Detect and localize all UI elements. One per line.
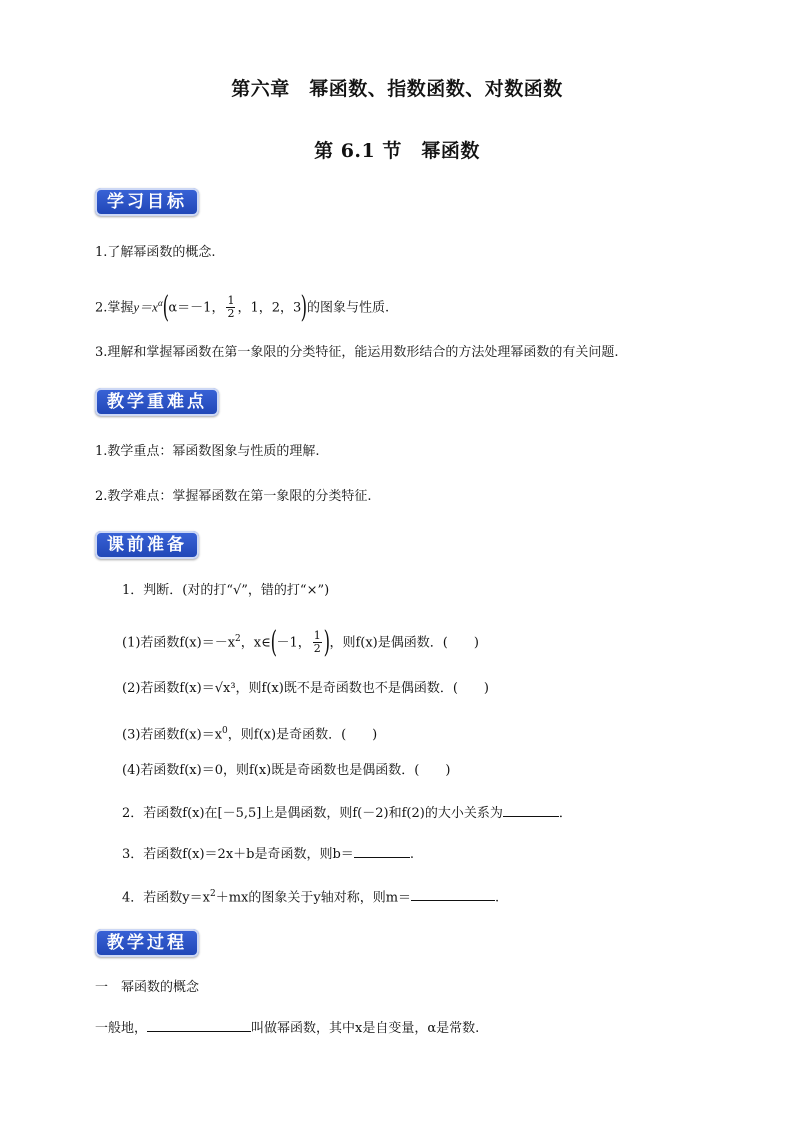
q1-1-text-d: ，则f(x)是偶函数．( ) [329, 635, 479, 651]
answer-blank[interactable] [147, 1018, 251, 1032]
prep-question-3 [122, 844, 414, 864]
q2-text: 2．若函数f(x)在[－5,5]上是偶函数，则f(－2)和f(2)的大小关系为 [122, 806, 503, 821]
prep-question-1-2 [122, 680, 489, 698]
answer-blank[interactable] [411, 887, 495, 901]
answer-blank[interactable] [354, 844, 410, 858]
alpha-exponent: α [157, 298, 163, 308]
q1-2-text-a: (2)若函数f(x)＝ [122, 681, 215, 696]
objective-2-suffix: 的图象与性质. [307, 300, 390, 316]
q3-period: . [409, 847, 414, 862]
q2-period: ． [558, 806, 572, 821]
prep-question-1: 1．判断．(对的打“√”，错的打“×”) [122, 583, 330, 598]
prep-question-1-1: (1)若函数$f(x)=-x^2$，x∈(－1， $\frac{1}{2}$ )，则f(x)是偶函数．( ) [122, 624, 479, 660]
answer-blank[interactable] [503, 803, 559, 817]
cube-root-expression: √x³ [214, 681, 236, 696]
alpha-values-end: ，1，2，3 [237, 300, 302, 316]
q1-1-text-c: －1， [276, 635, 311, 651]
key-points-badge: 教学重难点 [95, 388, 219, 416]
objective-2-prefix: 2.掌握 [95, 300, 134, 316]
objectives-badge: 学习目标 [95, 188, 199, 216]
chapter-title: 第六章 幂函数、指数函数、对数函数 [231, 78, 563, 100]
prep-question-1-3: (3)若函数$f(x)=x^0$，则f(x)是奇函数．( ) [122, 726, 378, 743]
process-badge: 教学过程 [95, 929, 199, 957]
q4-text-b: ＋mx的图象关于y轴对称，则m＝ [215, 890, 412, 906]
objective-item-3: 3.理解和掌握幂函数在第一象限的分类特征，能运用数形结合的方法处理幂函数的有关问题. [95, 345, 619, 360]
right-paren: ) [323, 624, 330, 660]
prep-question-4: 4．若函数$y=x^2+mx$的图象关于y轴对称，则m＝ . [122, 889, 500, 906]
one-half-fraction: $\frac{1}{2}$ [313, 629, 321, 656]
key-point-2: 2.教学难点：掌握幂函数在第一象限的分类特征. [95, 489, 372, 504]
alpha-values-start: α＝－1， [168, 300, 225, 316]
objective-item-1: 1.了解幂函数的概念. [95, 245, 216, 260]
prep-question-2 [122, 803, 572, 823]
definition-text-a: 一般地， [95, 1021, 148, 1036]
one-half-fraction: $\frac{1}{2}$ [227, 294, 235, 321]
q1-1-text-b: ，x∈ [240, 635, 271, 651]
preparation-badge: 课前准备 [95, 531, 199, 559]
q3-text: 3．若函数f(x)＝2x＋b是奇函数，则b＝ [122, 847, 354, 862]
q1-1-text-a: (1)若函数f(x)＝－x [122, 635, 236, 651]
definition-text-b: 叫做幂函数，其中x是自变量，α是常数. [251, 1021, 480, 1036]
process-heading: 一 幂函数的概念 [95, 980, 200, 995]
right-paren: ) [300, 289, 308, 325]
left-paren: ( [270, 624, 277, 660]
q1-2-text-c: ，则f(x)既不是奇函数也不是偶函数．( ) [235, 681, 489, 696]
q1-3-text-b: ，则f(x)是奇函数．( ) [227, 727, 378, 743]
power-expression: y＝x [133, 299, 158, 315]
left-paren: ( [162, 289, 169, 325]
q4-text-a: 4．若函数y＝x [122, 890, 210, 906]
q1-3-text-a: (3)若函数f(x)＝x [122, 727, 223, 743]
section-title: 第 6.1 节 幂函数 [314, 140, 480, 162]
prep-question-1-4: (4)若函数f(x)＝0，则f(x)既是奇函数也是偶函数．( ) [122, 763, 451, 778]
q4-period: . [495, 890, 500, 906]
process-definition [95, 1018, 479, 1038]
objective-item-2 [95, 289, 390, 325]
key-point-1: 1.教学重点：幂函数图象与性质的理解. [95, 444, 320, 459]
